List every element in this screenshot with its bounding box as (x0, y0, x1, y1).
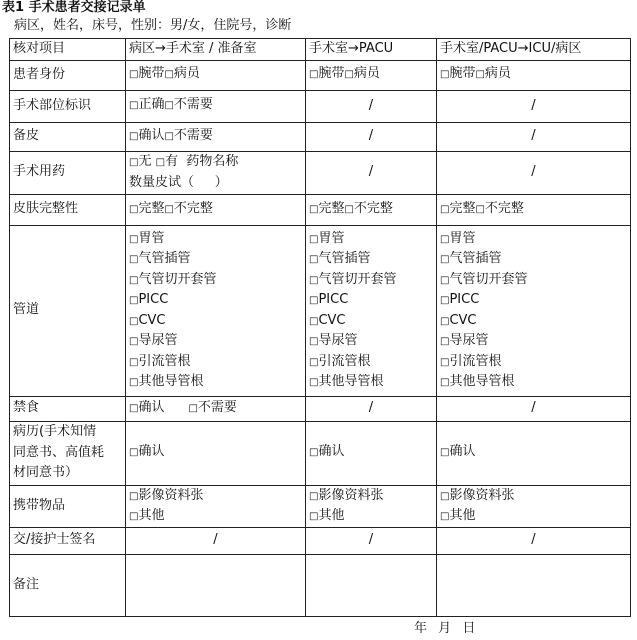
remarks-cell-b[interactable] (306, 554, 437, 616)
tube-item: 导尿管 (138, 333, 178, 348)
option-imaging: 影像资料 (449, 487, 502, 503)
drug-qty-label: 数量皮试（ (129, 174, 195, 190)
remarks-cell-c[interactable] (437, 554, 631, 616)
tubes-cell-a (126, 225, 306, 396)
tube-item: 气管插管 (449, 251, 502, 266)
row-label-fasting: 禁食 (10, 396, 126, 421)
row-label-identity: 患者身份 (10, 60, 126, 90)
option-intact: 完整 (138, 200, 165, 216)
header-pacu-to-icu: 手术室/PACU→ICU/病区 (437, 39, 631, 61)
option-wristband: 腕带 (449, 66, 476, 82)
option-patient: 病员 (173, 66, 200, 82)
option-none: 无 (138, 154, 152, 169)
fasting-cell-a (126, 396, 306, 421)
tube-item: 其他导管 (318, 374, 371, 389)
unit-label: 张 (370, 487, 384, 503)
row-label-records (10, 421, 126, 485)
header-ward-to-or: 病区→手术室 / 准备室 (126, 39, 306, 61)
table-row-fasting (10, 396, 631, 421)
date-year-label: 年 (414, 621, 428, 636)
unit-label: 根 (177, 353, 191, 369)
option-not-intact: 不完整 (173, 200, 213, 216)
row-label-drug: 手术用药 (10, 151, 126, 194)
option-not-intact: 不完整 (484, 200, 524, 216)
row-label-remarks: 备注 (10, 554, 126, 616)
checkbox-icon[interactable] (164, 128, 173, 143)
drug-cell-a (126, 151, 306, 194)
header-or-to-pacu: 手术室→PACU (306, 39, 437, 61)
row-label-signature: 交/接护士签名 (10, 527, 126, 554)
header-item: 核对项目 (10, 39, 126, 61)
tube-item: 气管插管 (138, 251, 191, 266)
signature-cell-a[interactable]: / (126, 527, 306, 554)
tube-item: 胃管 (449, 230, 476, 246)
tube-item: 引流管 (138, 353, 178, 369)
tube-item: 气管切开套管 (318, 271, 397, 287)
table-row-remarks (10, 554, 631, 616)
tube-item: 胃管 (318, 230, 345, 246)
option-confirm: 确认 (138, 399, 165, 415)
site-mark-cell-c: / (437, 90, 631, 122)
unit-label: 根 (370, 374, 384, 389)
signature-cell-c[interactable]: / (437, 527, 631, 554)
row-label-tubes: 管道 (10, 225, 126, 396)
option-confirm: 确认 (138, 127, 165, 143)
tube-item: CVC (138, 312, 166, 328)
drug-line-2 (129, 173, 302, 194)
checkbox-icon[interactable] (188, 400, 197, 415)
tube-item: PICC (138, 292, 169, 307)
skin-prep-cell-a (126, 122, 306, 151)
belongings-cell-a (126, 485, 306, 527)
records-label-line: 病历(手术知情 (13, 424, 97, 440)
option-patient: 病员 (484, 66, 511, 82)
skin-cell-c (437, 194, 631, 225)
checkbox-icon[interactable] (344, 66, 353, 81)
tube-item: 其他导管 (138, 374, 191, 389)
checkbox-icon[interactable] (475, 66, 484, 81)
identity-cell-a (126, 60, 306, 90)
records-cell-a (126, 421, 306, 485)
option-correct: 正确 (138, 97, 165, 113)
tubes-cell-b (306, 225, 437, 396)
records-cell-c (437, 421, 631, 485)
option-wristband: 腕带 (138, 66, 165, 82)
tube-item: PICC (449, 292, 480, 307)
date-month-label: 月 (438, 621, 452, 636)
belongings-cell-c (437, 485, 631, 527)
tube-item: PICC (318, 292, 349, 307)
remarks-cell-a[interactable] (126, 554, 306, 616)
table-row-signature (10, 527, 631, 554)
site-mark-cell-b: / (306, 90, 437, 122)
option-confirm: 确认 (318, 444, 345, 460)
row-label-skin: 皮肤完整性 (10, 194, 126, 225)
tube-item: CVC (318, 312, 346, 328)
option-imaging: 影像资料 (318, 487, 371, 503)
table-row-skin-prep (10, 122, 631, 151)
records-label-line: 同意书、高值耗 (13, 444, 105, 460)
skin-prep-cell-c: / (437, 122, 631, 151)
option-intact: 完整 (318, 200, 345, 216)
tube-item: 其他导管 (449, 374, 502, 389)
table-row-belongings (10, 485, 631, 527)
checkbox-icon[interactable] (156, 154, 165, 169)
option-confirm: 确认 (449, 444, 476, 460)
option-not-intact: 不完整 (353, 200, 393, 216)
unit-label: 根 (501, 374, 515, 389)
option-intact: 完整 (449, 200, 476, 216)
checkbox-icon[interactable] (164, 97, 173, 112)
drug-line-1 (129, 152, 302, 173)
row-label-belongings: 携带物品 (10, 485, 126, 527)
option-not-needed: 不需要 (173, 127, 213, 143)
patient-info-line: 病区，姓名，床号，性别：男/女，住院号，诊断 (14, 18, 292, 33)
option-other: 其他 (318, 508, 345, 523)
tube-item: 导尿管 (318, 333, 358, 348)
row-label-skin-prep: 备皮 (10, 122, 126, 151)
tubes-cell-c (437, 225, 631, 396)
option-not-needed: 不需要 (173, 97, 213, 113)
table-row-skin (10, 194, 631, 225)
drug-name-label: 药物名称 (186, 154, 239, 169)
tube-item: CVC (449, 312, 477, 328)
tube-item: 引流管 (318, 353, 358, 369)
unit-label: 根 (190, 374, 204, 389)
skin-cell-b (306, 194, 437, 225)
table-row-tubes (10, 225, 631, 396)
drug-cell-c: / (437, 151, 631, 194)
tube-item: 导尿管 (449, 333, 489, 348)
site-mark-cell-a (126, 90, 306, 122)
option-imaging: 影像资料 (138, 487, 191, 503)
checkbox-icon[interactable] (164, 201, 173, 216)
fasting-cell-b: / (306, 396, 437, 421)
identity-cell-c (437, 60, 631, 90)
unit-label: 张 (190, 487, 204, 503)
option-wristband: 腕带 (318, 66, 345, 82)
option-confirm: 确认 (138, 444, 165, 460)
checkbox-icon[interactable] (164, 66, 173, 81)
skin-cell-a (126, 194, 306, 225)
drug-cell-b: / (306, 151, 437, 194)
table-header-row (10, 39, 631, 61)
handover-table (9, 38, 631, 617)
unit-label: 根 (488, 353, 502, 369)
belongings-cell-b (306, 485, 437, 527)
option-other: 其他 (449, 508, 476, 523)
identity-cell-b (306, 60, 437, 90)
table-row-identity (10, 60, 631, 90)
checkbox-icon[interactable] (344, 201, 353, 216)
option-patient: 病员 (353, 66, 380, 82)
date-line (414, 620, 482, 638)
signature-cell-b[interactable]: / (306, 527, 437, 554)
tube-item: 气管切开套管 (449, 271, 528, 287)
option-not-needed: 不需要 (197, 399, 237, 415)
checkbox-icon[interactable] (475, 201, 484, 216)
tube-item: 引流管 (449, 353, 489, 369)
tube-item: 气管插管 (318, 251, 371, 266)
option-other: 其他 (138, 508, 165, 523)
table-row-drug (10, 151, 631, 194)
records-cell-b (306, 421, 437, 485)
tube-item: 胃管 (138, 230, 165, 246)
date-day-label: 日 (462, 621, 476, 636)
unit-label: 张 (501, 487, 515, 503)
table-row-records (10, 421, 631, 485)
fasting-cell-c: / (437, 396, 631, 421)
unit-label: 根 (357, 353, 371, 369)
drug-qty-close: ） (214, 174, 228, 190)
skin-prep-cell-b: / (306, 122, 437, 151)
option-yes: 有 (165, 154, 179, 169)
records-label-line: 材同意书） (13, 465, 79, 481)
row-label-site-mark: 手术部位标识 (10, 90, 126, 122)
tube-item: 气管切开套管 (138, 271, 217, 287)
form-title: 表1 手术患者交接记录单 (2, 0, 146, 15)
table-row-site-mark (10, 90, 631, 122)
